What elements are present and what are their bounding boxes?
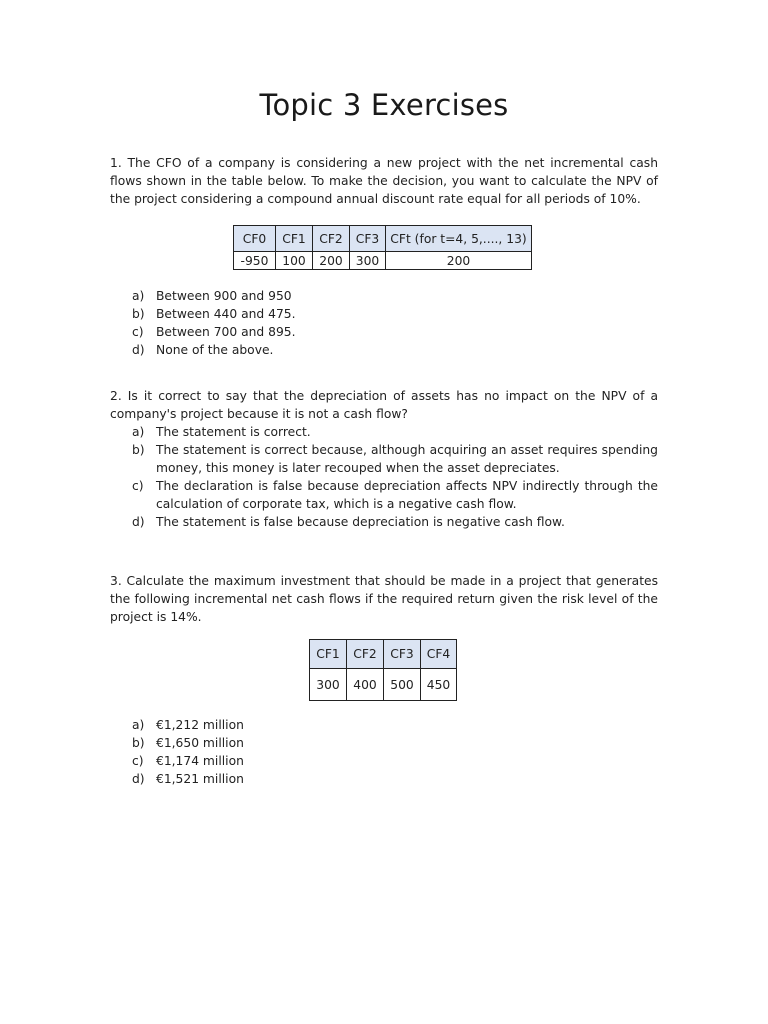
list-item xyxy=(110,323,658,341)
table-cell: 200 xyxy=(386,252,532,270)
option-label: c) xyxy=(132,754,144,768)
table-cell: 200 xyxy=(313,252,350,270)
page-title: Topic 3 Exercises xyxy=(259,88,509,122)
table-cell: -950 xyxy=(234,252,276,270)
option-label: d) xyxy=(132,515,145,529)
option-text: The statement is false because depreciation is negative cash flow. xyxy=(156,515,565,529)
option-label: c) xyxy=(132,325,144,339)
table-header-cell: CF0 xyxy=(234,226,276,252)
list-item xyxy=(110,734,658,752)
list-item xyxy=(110,305,658,323)
option-text: €1,650 million xyxy=(156,736,244,750)
list-item xyxy=(110,513,658,531)
option-text: Between 440 and 475. xyxy=(156,307,296,321)
list-item xyxy=(110,341,658,359)
question-3-options xyxy=(110,716,658,788)
option-text: €1,174 million xyxy=(156,754,244,768)
list-item xyxy=(110,770,658,788)
option-label: d) xyxy=(132,772,145,786)
table-cell: 300 xyxy=(350,252,386,270)
option-label: d) xyxy=(132,343,145,357)
list-item xyxy=(110,423,658,441)
list-item xyxy=(110,287,658,305)
list-item xyxy=(110,441,658,477)
table-header-row xyxy=(234,226,532,252)
table-header-cell: CFt (for t=4, 5,...., 13) xyxy=(386,226,532,252)
option-label: a) xyxy=(132,425,145,439)
table-header-cell: CF2 xyxy=(347,640,384,669)
list-item xyxy=(110,752,658,770)
table-header-cell: CF4 xyxy=(421,640,457,669)
option-text: The statement is correct. xyxy=(156,425,311,439)
table-cell: 300 xyxy=(310,669,347,701)
option-text: The statement is correct because, although acquiring an asset requires spending money, this money is later recouped when the asset depreciates. xyxy=(156,443,658,475)
table-row xyxy=(234,252,532,270)
question-1-text: 1. The CFO of a company is considering a new project with the net incremental cash flows shown in the table below. To make the decision, you want to calculate the NPV of the project considering a compound annual discount rate equal for all periods of 10%. xyxy=(110,156,658,206)
question-2-text: 2. Is it correct to say that the depreciation of assets has no impact on the NPV of a company's project because it is not a cash flow? xyxy=(110,389,658,421)
option-label: b) xyxy=(132,307,145,321)
table-header-cell: CF1 xyxy=(310,640,347,669)
table-cell: 450 xyxy=(421,669,457,701)
table-cell: 400 xyxy=(347,669,384,701)
question-3-text: 3. Calculate the maximum investment that should be made in a project that generates the following incremental net cash flows if the required return given the risk level of the project is 14%. xyxy=(110,574,658,624)
option-text: None of the above. xyxy=(156,343,274,357)
table-cell: 500 xyxy=(384,669,421,701)
table-row xyxy=(310,669,457,701)
option-label: b) xyxy=(132,443,145,457)
option-label: b) xyxy=(132,736,145,750)
question-3-cash-flow-table xyxy=(309,639,457,701)
table-header-cell: CF1 xyxy=(276,226,313,252)
question-1-cash-flow-table xyxy=(233,225,532,270)
question-2-options xyxy=(110,423,658,531)
option-text: €1,212 million xyxy=(156,718,244,732)
option-text: Between 700 and 895. xyxy=(156,325,296,339)
table-cell: 100 xyxy=(276,252,313,270)
table-header-row xyxy=(310,640,457,669)
option-text: The declaration is false because depreciation affects NPV indirectly through the calculation of corporate tax, which is a negative cash flow. xyxy=(156,479,658,511)
question-1-options xyxy=(110,287,658,359)
list-item xyxy=(110,477,658,513)
table-header-cell: CF2 xyxy=(313,226,350,252)
option-label: a) xyxy=(132,718,145,732)
list-item xyxy=(110,716,658,734)
option-text: Between 900 and 950 xyxy=(156,289,292,303)
option-label: c) xyxy=(132,479,144,493)
table-header-cell: CF3 xyxy=(350,226,386,252)
option-text: €1,521 million xyxy=(156,772,244,786)
option-label: a) xyxy=(132,289,145,303)
table-header-cell: CF3 xyxy=(384,640,421,669)
